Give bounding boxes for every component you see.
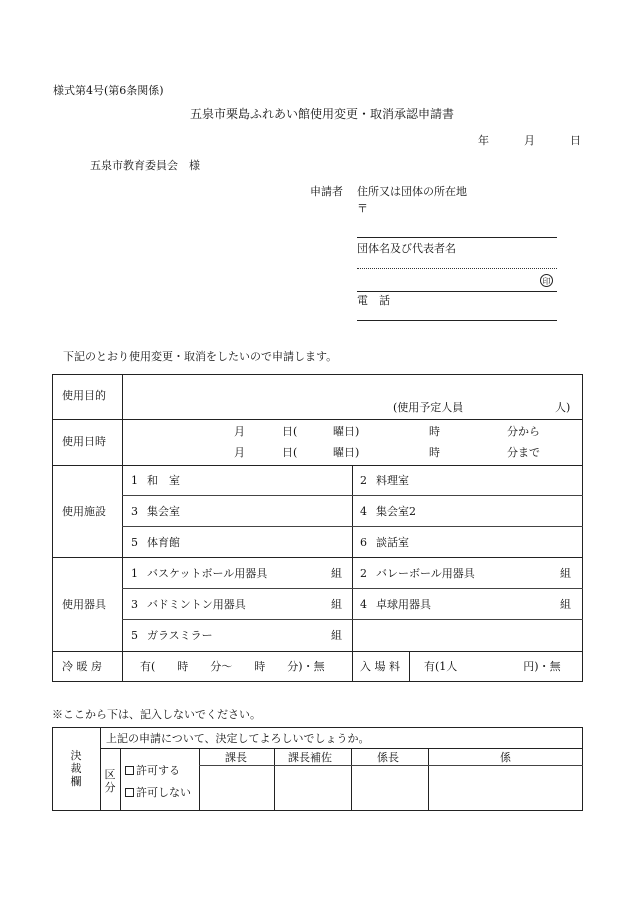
phone-label: 電 話 <box>357 294 390 307</box>
seal-icon: 印 <box>540 274 553 287</box>
org-field[interactable] <box>357 268 557 269</box>
date-month: 月 <box>524 134 535 147</box>
decision-question-divider <box>100 748 583 749</box>
facility-number: 3 <box>131 505 138 518</box>
stamp-cell-deputy-chief[interactable] <box>275 766 350 810</box>
start-month: 月 <box>234 425 245 438</box>
document-title: 五泉市栗島ふれあい館使用変更・取消承認申請書 <box>190 107 455 121</box>
facility-number: 2 <box>360 474 367 487</box>
fee-label: 入 場 料 <box>360 660 400 673</box>
category-label: 区分 <box>104 768 116 794</box>
equipment-unit: 組 <box>331 629 342 642</box>
start-day: 日( <box>282 425 298 438</box>
form-number: 様式第4号(第6条関係) <box>53 84 164 97</box>
decision-label: 決裁欄 <box>70 749 82 788</box>
row-divider-thin <box>122 588 583 589</box>
facility-name: 料理室 <box>376 474 409 487</box>
checkbox-icon[interactable] <box>125 766 134 775</box>
checkbox-icon[interactable] <box>125 788 134 797</box>
start-minute: 分から <box>507 425 540 438</box>
addressee: 五泉市教育委員会 様 <box>90 159 200 172</box>
org-label: 団体名及び代表者名 <box>357 242 456 255</box>
equipment-number: 1 <box>131 567 138 580</box>
datetime-label: 使用日時 <box>62 435 106 448</box>
equipment-name: 卓球用器具 <box>376 598 431 611</box>
equipment-unit: 組 <box>560 567 571 580</box>
equipment-name: バレーボール用器具 <box>376 567 475 580</box>
phone-field[interactable] <box>357 320 557 321</box>
role-header-staff: 係 <box>500 751 511 764</box>
row-divider <box>52 557 583 558</box>
equipment-unit: 組 <box>331 598 342 611</box>
decision-label-divider <box>100 727 101 811</box>
date-year: 年 <box>478 134 489 147</box>
option-approve-label: 許可する <box>136 764 180 777</box>
equipment-number: 5 <box>131 629 138 642</box>
option-reject[interactable] <box>125 787 191 798</box>
row-divider <box>52 419 583 420</box>
start-weekday: 曜日) <box>333 425 360 438</box>
heating-value[interactable]: 有( 時 分～ 時 分)・無 <box>140 660 325 673</box>
equipment-name: バドミントン用器具 <box>147 598 246 611</box>
purpose-people-open: (使用予定人員 <box>393 401 464 414</box>
equipment-unit: 組 <box>560 598 571 611</box>
org-field-underline <box>357 291 557 292</box>
purpose-people-close: 人) <box>555 401 571 414</box>
facilities-label: 使用施設 <box>62 505 106 518</box>
category-divider <box>120 748 121 811</box>
label-column-divider <box>122 374 123 682</box>
end-hour: 時 <box>429 446 440 459</box>
row-divider <box>52 651 583 652</box>
facility-number: 4 <box>360 505 367 518</box>
mid-column-divider <box>352 465 353 682</box>
address-field[interactable] <box>357 237 557 238</box>
equipment-number: 2 <box>360 567 367 580</box>
row-divider-thin <box>122 619 583 620</box>
end-weekday: 曜日) <box>333 446 360 459</box>
intro-text: 下記のとおり使用変更・取消をしたいので申請します。 <box>63 350 338 363</box>
decision-question: 上記の申請について、決定してよろしいでしょうか。 <box>106 732 370 745</box>
row-divider-thin <box>122 526 583 527</box>
facility-number: 6 <box>360 536 367 549</box>
heating-label: 冷 暖 房 <box>62 660 102 673</box>
applicant-label: 申請者 <box>310 185 343 198</box>
stamp-cell-staff[interactable] <box>429 766 582 810</box>
equipment-number: 4 <box>360 598 367 611</box>
role-header-section-chief: 課長 <box>225 751 247 764</box>
equipment-unit: 組 <box>331 567 342 580</box>
role-header-deputy-chief: 課長補佐 <box>288 751 332 764</box>
fee-value[interactable]: 有(1人 円)・無 <box>424 660 561 673</box>
facility-name: 体育館 <box>147 536 180 549</box>
option-approve[interactable] <box>125 765 180 776</box>
date-day: 日 <box>570 134 581 147</box>
equipment-label: 使用器具 <box>62 598 106 611</box>
stamp-cell-section-chief[interactable] <box>200 766 273 810</box>
end-month: 月 <box>234 446 245 459</box>
purpose-label: 使用目的 <box>62 389 106 402</box>
end-minute: 分まで <box>507 446 540 459</box>
facility-number: 1 <box>131 474 138 487</box>
row-divider-thin <box>122 495 583 496</box>
facility-name: 集会室2 <box>376 505 416 518</box>
role-header-unit-chief: 係長 <box>377 751 399 764</box>
stamp-cell-unit-chief[interactable] <box>352 766 427 810</box>
equipment-name: バスケットボール用器具 <box>147 567 268 580</box>
address-label: 住所又は団体の所在地 <box>357 185 467 198</box>
equipment-name: ガラスミラー <box>147 629 213 642</box>
end-day: 日( <box>282 446 298 459</box>
facility-name: 談話室 <box>376 536 409 549</box>
facility-number: 5 <box>131 536 138 549</box>
facility-name: 和 室 <box>147 474 180 487</box>
office-use-note: ※ここから下は、記入しないでください。 <box>52 708 261 721</box>
option-reject-label: 許可しない <box>136 786 191 799</box>
heating-value-divider <box>409 651 410 682</box>
equipment-number: 3 <box>131 598 138 611</box>
postal-mark: 〒 <box>357 202 368 215</box>
row-divider <box>52 465 583 466</box>
facility-name: 集会室 <box>147 505 180 518</box>
start-hour: 時 <box>429 425 440 438</box>
